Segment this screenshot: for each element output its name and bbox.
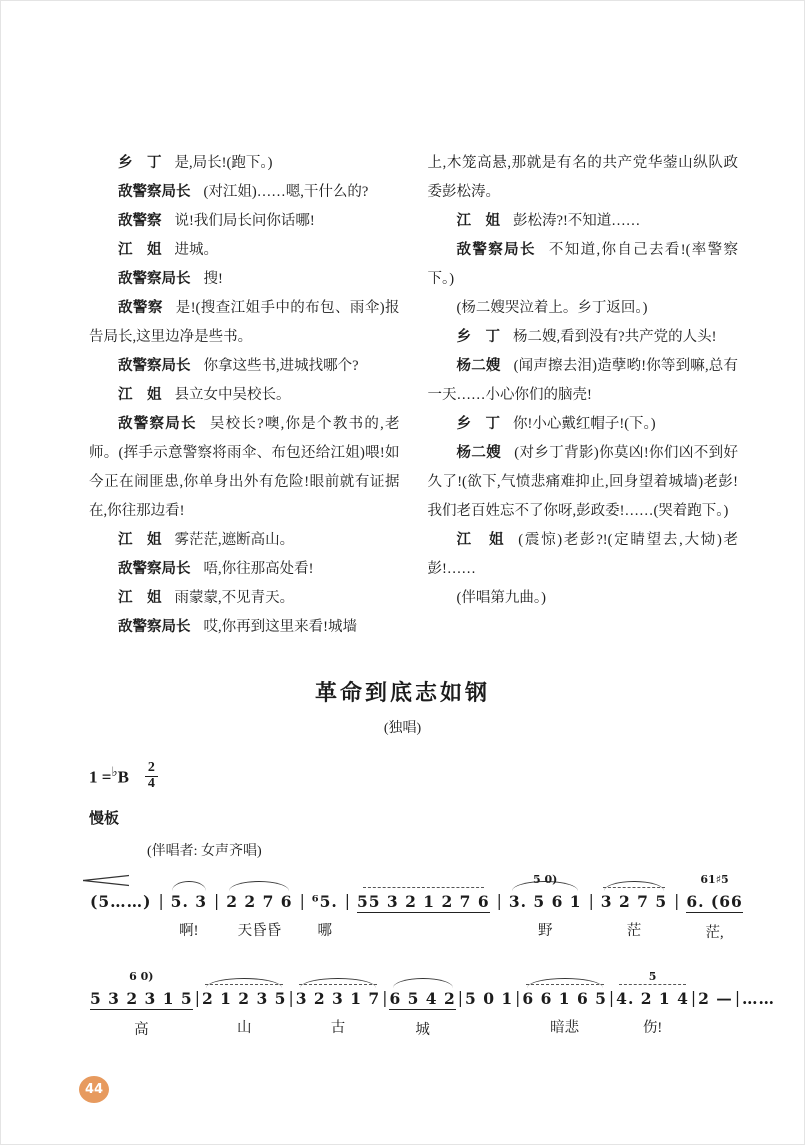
measure	[697, 989, 734, 1036]
dashed-overline	[526, 984, 604, 985]
dialogue-text: 雨蒙蒙,不见青天。	[174, 590, 295, 606]
dialogue-paragraph	[428, 236, 739, 294]
speaker-name: 乡 丁	[118, 155, 162, 171]
measure	[89, 892, 152, 939]
speaker-name: 江 姐	[456, 532, 506, 548]
measure-notes: 2 2 7 6	[226, 892, 293, 912]
lyric-syllable: 山	[236, 1020, 252, 1037]
measure-notes: 3. 5 6 1	[508, 892, 582, 912]
dialogue-text: 县立女中吴校长。	[174, 387, 291, 403]
barline: |	[496, 892, 502, 911]
dialogue-paragraph	[428, 439, 739, 526]
dialogue-paragraph	[428, 410, 739, 439]
dashed-overline	[619, 984, 686, 985]
ornament-annotation: 5 0)	[533, 873, 558, 887]
dialogue-paragraph	[89, 207, 400, 236]
measure-notes: 55 3 2 1 2 7 6	[356, 892, 490, 912]
speaker-name: 敌警察局长	[118, 416, 197, 432]
song-title: 革命到底志如钢	[314, 680, 490, 705]
measure-notes: 2 —	[698, 989, 733, 1009]
barline: |	[690, 989, 697, 1008]
dialogue-text: (伴唱第九曲。)	[456, 590, 546, 606]
stage-direction	[428, 584, 739, 613]
barline: |	[194, 989, 200, 1008]
lyric-syllable: 古	[330, 1020, 346, 1037]
dialogue-text: 是!(搜查江姐手中的布包、雨伞)报告局长,这里边净是些书。	[89, 300, 400, 345]
measure	[356, 892, 491, 941]
dialogue-text: 不知道,你自己去看!(率警察下。)	[427, 242, 739, 287]
lyric-syllable: 啊!	[179, 923, 199, 940]
dialogue-text: 是,局长!(跑下。)	[174, 155, 273, 171]
measure	[170, 892, 208, 939]
measure-notes: ……	[742, 989, 776, 1009]
measure	[741, 989, 776, 1036]
flat-sign: ♭	[111, 764, 118, 780]
measure-notes: 6. (66	[686, 892, 743, 912]
measure-notes: 4. 2 1 4	[616, 989, 689, 1009]
lyric-syllable: 哪	[317, 923, 333, 940]
dialogue-text: 进城。	[174, 242, 219, 258]
dashed-overline	[603, 887, 665, 888]
dialogue-text: (对江姐)……嗯,干什么的?	[203, 184, 369, 200]
measure-notes: (5……)	[90, 892, 152, 912]
speaker-name: 乡 丁	[456, 416, 500, 432]
slur-arc	[229, 881, 289, 891]
dialogue-paragraph	[89, 149, 400, 178]
key-letter: B	[117, 768, 129, 788]
key-prefix: 1 =	[89, 768, 112, 788]
dialogue-text: 唔,你往那高处看!	[203, 561, 314, 577]
speaker-name: 敌警察局长	[118, 358, 191, 374]
dashed-overline	[205, 984, 283, 985]
dialogue-text: (对乡丁背影)你莫凶!你们凶不到好久了!(欲下,气愤悲痛难抑止,回身望着城墙)老彭!我们老百姓忘不了你呀,彭政委!……(哭着跑下。)	[427, 445, 738, 519]
measure	[464, 989, 514, 1036]
barline: |	[457, 989, 464, 1008]
dialogue-paragraph	[89, 381, 400, 410]
speaker-name: 敌警察局长	[118, 184, 191, 200]
barline: |	[288, 989, 294, 1008]
key-text	[89, 764, 129, 788]
speaker-name: 杨二嫂	[456, 445, 502, 461]
dialogue-paragraph	[89, 584, 400, 613]
speaker-name: 江 姐	[456, 213, 500, 229]
slur-arc	[300, 978, 376, 988]
dialogue-text: (杨二嫂哭泣着上。乡丁返回。)	[456, 300, 648, 316]
barline: |	[515, 989, 521, 1008]
dialogue-text: (震惊)老彭?!(定睛望去,大恸)老彭!……	[427, 532, 739, 577]
hairpin-dynamic-icon	[83, 874, 129, 887]
lyric-syllable: 城	[415, 1022, 430, 1039]
dialogue-paragraph	[89, 236, 400, 265]
lyric-syllable: 茫	[626, 923, 642, 940]
measure-notes: 5 0 1	[465, 989, 514, 1009]
barline: |	[344, 892, 350, 911]
notation-line-1	[89, 866, 744, 941]
dialogue-text: 杨二嫂,看到没有?共产党的人头!	[513, 329, 717, 345]
dialogue-paragraph	[89, 613, 400, 642]
dialogue-text: 说!我们局长问你话哪!	[174, 213, 315, 229]
speaker-name: 江 姐	[118, 590, 162, 606]
measure-notes: 2 1 2 3 5	[201, 989, 287, 1009]
lyric-syllable: 天昏昏	[237, 923, 282, 940]
accompaniment-note: (伴唱者: 女声齐唱)	[147, 844, 262, 860]
dialogue-text: 哎,你再到这里来看!城墙	[203, 619, 357, 635]
dialogue-text: 搜!	[203, 271, 223, 287]
lyric-syllable: 高	[134, 1022, 149, 1039]
script-right-column	[428, 149, 739, 642]
measure	[388, 989, 456, 1038]
slur-arc	[206, 978, 282, 988]
measure-notes: ⁶5.	[311, 892, 338, 912]
measure	[201, 989, 288, 1036]
speaker-name: 江 姐	[118, 387, 162, 403]
measure	[295, 989, 382, 1036]
barline: |	[382, 989, 388, 1008]
barline: |	[214, 892, 220, 911]
measure-notes: 3 2 7 5	[600, 892, 668, 912]
measure	[685, 873, 743, 942]
slur-arc	[527, 978, 603, 988]
barline: |	[299, 892, 305, 911]
measure	[615, 970, 690, 1037]
speaker-name: 敌警察	[118, 213, 162, 229]
speaker-name: 杨二嫂	[456, 358, 501, 374]
dialogue-continuation	[428, 149, 739, 207]
dialogue-text: 彭松涛?!不知道……	[513, 213, 641, 229]
dialogue-text: 你拿这些书,进城找哪个?	[203, 358, 359, 374]
time-signature	[145, 761, 158, 791]
measure-notes: 6 5 4 2	[389, 989, 456, 1009]
measure	[600, 892, 668, 939]
speaker-name: 江 姐	[118, 532, 162, 548]
script-section	[1, 1, 804, 642]
lyric-syllable: 暗悲	[550, 1020, 580, 1037]
dialogue-paragraph	[428, 207, 739, 236]
measure	[521, 989, 608, 1036]
lyric-syllable: 伤!	[642, 1020, 663, 1037]
barline: |	[608, 989, 615, 1008]
speaker-name: 敌警察局长	[118, 561, 191, 577]
measure	[311, 892, 339, 939]
meter-denominator: 4	[147, 775, 155, 791]
measure	[225, 892, 293, 939]
dialogue-paragraph	[428, 526, 739, 584]
page-number-badge: 44	[79, 1076, 109, 1103]
dialogue-text: 雾茫茫,遮断高山。	[174, 532, 295, 548]
speaker-name: 乡 丁	[456, 329, 500, 345]
dialogue-paragraph	[89, 178, 400, 207]
dialogue-text: (闻声擦去泪)造孽哟!你等到嘛,总有一天……小心你们的脑壳!	[427, 358, 738, 403]
song-subtitle: (独唱)	[383, 721, 422, 736]
ornament-annotation: 6 0)	[129, 970, 154, 984]
speaker-name: 江 姐	[118, 242, 162, 258]
measure-notes: 6 6 1 6 5	[522, 989, 607, 1009]
slur-arc	[172, 881, 206, 891]
measure-notes: 5 3 2 3 1 5	[90, 989, 193, 1009]
dialogue-paragraph	[89, 352, 400, 381]
music-section	[1, 761, 804, 1038]
ornament-annotation: 5	[648, 970, 657, 984]
key-signature	[89, 761, 744, 791]
measure	[89, 970, 194, 1039]
dialogue-paragraph	[89, 265, 400, 294]
measure-notes: 5. 3	[170, 892, 208, 912]
dialogue-paragraph	[89, 555, 400, 584]
dialogue-paragraph	[89, 526, 400, 555]
ornament-annotation: 61♯5	[700, 873, 729, 887]
dashed-overline	[363, 887, 484, 888]
measure-notes: 3 2 3 1 7	[295, 989, 381, 1009]
dashed-overline	[299, 984, 377, 985]
tempo-marking: 慢板	[89, 811, 120, 828]
dialogue-paragraph	[89, 410, 400, 526]
barline: |	[734, 989, 741, 1008]
barline: |	[588, 892, 594, 911]
stage-direction	[428, 294, 739, 323]
meter-numerator: 2	[145, 761, 158, 777]
lyric-syllable: 野	[537, 923, 553, 940]
speaker-name: 敌警察	[118, 300, 163, 316]
dialogue-text: 你!小心戴红帽子!(下。)	[513, 416, 656, 432]
speaker-name: 敌警察局长	[456, 242, 536, 258]
dialogue-text: 上,木笼高悬,那就是有名的共产党华蓥山纵队政委彭松涛。	[427, 155, 738, 200]
barline: |	[674, 892, 680, 911]
notation-line-2	[89, 963, 776, 1039]
measure	[508, 873, 583, 940]
dialogue-text: 吴校长?噢,你是个教书的,老师。(挥手示意警察将雨伞、布包还给江姐)喂!如今正在闹匪患,你单身出外有危险!眼前就有证据在,你往那边看!	[89, 416, 400, 519]
dialogue-paragraph	[428, 352, 739, 410]
dialogue-paragraph	[89, 294, 400, 352]
script-left-column	[89, 149, 400, 642]
slur-arc	[393, 978, 453, 988]
barline: |	[158, 892, 164, 911]
speaker-name: 敌警察局长	[118, 271, 191, 287]
lyric-syllable: 茫,	[705, 925, 724, 942]
slur-arc	[604, 881, 664, 891]
speaker-name: 敌警察局长	[118, 619, 191, 635]
dialogue-paragraph	[428, 323, 739, 352]
